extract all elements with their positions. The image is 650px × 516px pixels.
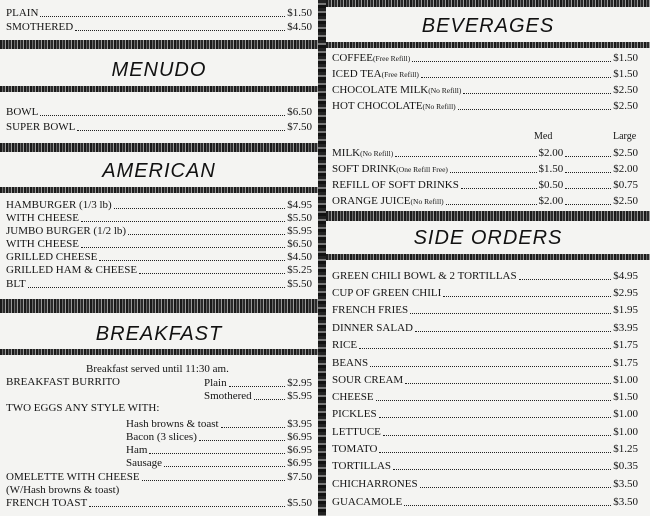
dot-leader bbox=[415, 331, 611, 332]
item-price: $5.50 bbox=[287, 212, 312, 224]
item-name: CHEESE bbox=[332, 391, 374, 403]
dot-leader bbox=[463, 93, 611, 94]
item-price: $4.95 bbox=[287, 199, 312, 211]
menu-item bbox=[332, 84, 638, 97]
section-band bbox=[326, 211, 650, 221]
item-name: Sausage bbox=[126, 457, 163, 469]
dot-leader bbox=[565, 172, 611, 173]
item-price: $4.50 bbox=[287, 21, 312, 33]
item-name: JUMBO BURGER (1/2 lb) bbox=[6, 225, 127, 237]
menu-item bbox=[332, 52, 638, 65]
menu-item bbox=[6, 238, 312, 251]
section-title-menudo: MENUDO bbox=[111, 59, 207, 81]
item-name: Hash browns & toast bbox=[126, 418, 219, 430]
section-band bbox=[0, 86, 318, 92]
menu-item bbox=[332, 68, 638, 81]
item-price: $2.95 bbox=[287, 377, 312, 389]
sized-menu-item bbox=[332, 179, 638, 192]
item-note: (Free Refill) bbox=[381, 70, 419, 79]
section-band bbox=[0, 143, 318, 152]
item-note: (No Refill) bbox=[410, 197, 444, 206]
item-note: (No Refill) bbox=[360, 149, 394, 158]
dot-leader bbox=[139, 273, 285, 274]
section-band bbox=[326, 0, 650, 7]
dot-leader bbox=[565, 156, 611, 157]
section-band bbox=[0, 349, 318, 355]
breakfast-burrito-label: BREAKFAST BURRITO bbox=[6, 376, 120, 388]
dot-leader bbox=[410, 313, 611, 314]
dot-leader bbox=[229, 386, 286, 387]
menu-item bbox=[204, 377, 312, 390]
menu-item-plain bbox=[6, 7, 312, 20]
menu-item-smothered bbox=[6, 21, 312, 34]
dot-leader bbox=[458, 109, 612, 110]
item-price: $1.00 bbox=[613, 374, 638, 386]
sized-menu-item bbox=[332, 195, 638, 208]
item-name: SOUR CREAM bbox=[332, 374, 404, 386]
item-name: TORTILLAS bbox=[332, 460, 392, 472]
item-name: DINNER SALAD bbox=[332, 322, 413, 334]
menu-item bbox=[126, 418, 312, 431]
dot-leader bbox=[77, 130, 285, 131]
section-title-side-orders: SIDE ORDERS bbox=[413, 227, 563, 249]
menu-item bbox=[332, 460, 638, 473]
item-note: (Free Refill) bbox=[372, 54, 411, 63]
item-price: $1.00 bbox=[613, 408, 638, 420]
menu-item bbox=[332, 357, 638, 370]
item-name: PICKLES bbox=[332, 408, 377, 420]
item-name: Smothered bbox=[204, 390, 252, 402]
dot-leader bbox=[376, 400, 612, 401]
dot-leader bbox=[565, 204, 611, 205]
item-price: $6.50 bbox=[287, 106, 312, 118]
item-price: $6.50 bbox=[287, 238, 312, 250]
dot-leader bbox=[395, 156, 536, 157]
item-name: WITH CHEESE bbox=[6, 212, 80, 224]
breakfast-hours-note: Breakfast served until 11:30 am. bbox=[86, 363, 229, 375]
dot-leader bbox=[443, 296, 611, 297]
dot-leader bbox=[405, 383, 611, 384]
item-price: $3.95 bbox=[613, 322, 638, 334]
two-eggs-label: TWO EGGS ANY STYLE WITH: bbox=[6, 402, 160, 414]
menu-item bbox=[6, 212, 312, 225]
section-title-american: AMERICAN bbox=[102, 160, 216, 182]
menu-item bbox=[332, 426, 638, 439]
section-band bbox=[0, 40, 318, 49]
menu-item bbox=[332, 100, 638, 113]
item-name: Ham bbox=[126, 444, 148, 456]
item-price-large: $2.00 bbox=[613, 163, 638, 175]
item-name: COFFEE bbox=[332, 52, 373, 64]
item-price: $6.95 bbox=[287, 444, 312, 456]
item-name: RICE bbox=[332, 339, 358, 351]
item-price: $2.50 bbox=[613, 100, 638, 112]
section-band bbox=[0, 187, 318, 193]
item-price: $1.75 bbox=[613, 357, 638, 369]
item-name: TOMATO bbox=[332, 443, 378, 455]
item-price: $7.50 bbox=[287, 121, 312, 133]
item-price: $1.50 bbox=[613, 52, 638, 64]
sized-menu-item bbox=[332, 147, 638, 160]
dot-leader bbox=[164, 466, 285, 467]
menu-item bbox=[332, 304, 638, 317]
item-note: (No Refill) bbox=[428, 86, 462, 95]
item-name: CHICHARRONES bbox=[332, 478, 418, 490]
item-name: ICED TEA bbox=[332, 68, 382, 80]
menu-item bbox=[332, 374, 638, 387]
item-price: $5.95 bbox=[287, 225, 312, 237]
menu-item bbox=[126, 457, 312, 470]
dot-leader bbox=[40, 115, 285, 116]
section-band bbox=[326, 42, 650, 48]
menu-item bbox=[6, 264, 312, 277]
right-menu-column bbox=[326, 0, 650, 516]
item-price: $0.35 bbox=[613, 460, 638, 472]
section-title-beverages: BEVERAGES bbox=[421, 15, 555, 37]
item-price-med: $2.00 bbox=[538, 195, 564, 207]
dot-leader bbox=[81, 221, 285, 222]
dot-leader bbox=[128, 234, 285, 235]
dot-leader bbox=[254, 399, 286, 400]
menu-item bbox=[332, 408, 638, 421]
dot-leader bbox=[75, 30, 285, 31]
item-price: $3.50 bbox=[613, 496, 638, 508]
dot-leader bbox=[383, 435, 611, 436]
dot-leader bbox=[393, 469, 611, 470]
item-price: $2.95 bbox=[613, 287, 638, 299]
dot-leader bbox=[359, 348, 611, 349]
dot-leader bbox=[99, 260, 285, 261]
menu-item bbox=[6, 278, 312, 291]
item-price-large: $2.50 bbox=[613, 195, 638, 207]
item-price-large: $0.75 bbox=[613, 179, 638, 191]
item-price-large: $2.50 bbox=[613, 147, 638, 159]
menu-item bbox=[126, 444, 312, 457]
section-band bbox=[326, 254, 650, 260]
menu-item bbox=[332, 322, 638, 335]
dot-leader bbox=[519, 279, 612, 280]
item-price-med: $1.50 bbox=[538, 163, 564, 175]
item-price-med: $2.00 bbox=[538, 147, 564, 159]
item-price: $5.50 bbox=[287, 497, 312, 509]
dot-leader bbox=[412, 61, 611, 62]
dot-leader bbox=[565, 188, 611, 189]
item-name: HOT CHOCOLATE bbox=[332, 100, 423, 112]
item-price: $1.00 bbox=[613, 426, 638, 438]
item-name: BOWL bbox=[6, 106, 39, 118]
menu-item bbox=[332, 391, 638, 404]
section-title-breakfast: BREAKFAST bbox=[95, 323, 223, 345]
menu-item-french-toast bbox=[6, 497, 312, 510]
item-price: $1.75 bbox=[613, 339, 638, 351]
item-name: HAMBURGER (1/3 lb) bbox=[6, 199, 112, 211]
item-name: FRENCH TOAST bbox=[6, 497, 88, 509]
item-name: BEANS bbox=[332, 357, 369, 369]
item-price: $5.95 bbox=[287, 390, 312, 402]
dot-leader bbox=[114, 208, 286, 209]
menu-item bbox=[6, 225, 312, 238]
menu-item bbox=[204, 390, 312, 403]
item-name: SOFT DRINK bbox=[332, 163, 397, 175]
item-name: CHOCOLATE MILK bbox=[332, 84, 429, 96]
item-name: Plain bbox=[204, 377, 227, 389]
dot-leader bbox=[404, 505, 611, 506]
item-name: LETTUCE bbox=[332, 426, 381, 438]
dot-leader bbox=[28, 287, 285, 288]
item-price: $3.95 bbox=[287, 418, 312, 430]
menu-item bbox=[126, 431, 312, 444]
item-note: (No Refill) bbox=[422, 102, 456, 111]
menu-item bbox=[332, 478, 638, 491]
item-price: $6.95 bbox=[287, 431, 312, 443]
dot-leader bbox=[221, 427, 286, 428]
menu-item bbox=[6, 251, 312, 264]
item-name: WITH CHEESE bbox=[6, 238, 80, 250]
item-price: $6.95 bbox=[287, 457, 312, 469]
size-header-med: Med bbox=[534, 131, 553, 142]
dot-leader bbox=[446, 204, 537, 205]
column-divider bbox=[318, 0, 326, 516]
item-name: PLAIN bbox=[6, 7, 39, 19]
dot-leader bbox=[379, 452, 611, 453]
item-name: SMOTHERED bbox=[6, 21, 74, 33]
size-header-large: Large bbox=[613, 131, 637, 142]
item-name: SUPER BOWL bbox=[6, 121, 76, 133]
dot-leader bbox=[421, 77, 611, 78]
item-name: CUP OF GREEN CHILI bbox=[332, 287, 442, 299]
item-name: ORANGE JUICE bbox=[332, 195, 411, 207]
item-name: GRILLED HAM & CHEESE bbox=[6, 264, 138, 276]
dot-leader bbox=[89, 506, 285, 507]
item-price: $7.50 bbox=[287, 471, 312, 483]
item-price-med: $0.50 bbox=[538, 179, 564, 191]
dot-leader bbox=[149, 453, 285, 454]
item-price: $4.95 bbox=[613, 270, 638, 282]
left-menu-column bbox=[0, 0, 318, 516]
section-band bbox=[0, 299, 318, 313]
item-name: Bacon (3 slices) bbox=[126, 431, 197, 443]
item-name: GRILLED CHEESE bbox=[6, 251, 98, 263]
item-price: $2.50 bbox=[613, 84, 638, 96]
menu-item-omelette bbox=[6, 471, 312, 484]
item-name: FRENCH FRIES bbox=[332, 304, 409, 316]
menu-item-super-bowl bbox=[6, 121, 312, 134]
menu-item bbox=[332, 339, 638, 352]
menu-item-bowl bbox=[6, 106, 312, 119]
dot-leader bbox=[379, 417, 612, 418]
menu-item bbox=[332, 270, 638, 283]
item-note: (One Refill Free) bbox=[396, 165, 448, 174]
item-price: $1.50 bbox=[287, 7, 312, 19]
item-price: $5.25 bbox=[287, 264, 312, 276]
dot-leader bbox=[450, 172, 537, 173]
dot-leader bbox=[420, 487, 612, 488]
dot-leader bbox=[81, 247, 285, 248]
item-name: GUACAMOLE bbox=[332, 496, 403, 508]
menu-item bbox=[332, 496, 638, 509]
sized-menu-item bbox=[332, 163, 638, 176]
item-price: $3.50 bbox=[613, 478, 638, 490]
item-name: OMELETTE WITH CHEESE bbox=[6, 471, 140, 483]
menu-item bbox=[332, 287, 638, 300]
item-price: $5.50 bbox=[287, 278, 312, 290]
dot-leader bbox=[40, 16, 285, 17]
item-name: BLT bbox=[6, 278, 26, 290]
item-price: $4.50 bbox=[287, 251, 312, 263]
item-price: $1.95 bbox=[613, 304, 638, 316]
item-name: GREEN CHILI BOWL & 2 TORTILLAS bbox=[332, 270, 517, 282]
omelette-sides-note: (W/Hash browns & toast) bbox=[6, 484, 120, 496]
item-price: $1.50 bbox=[613, 68, 638, 80]
menu-item bbox=[6, 199, 312, 212]
menu-item bbox=[332, 443, 638, 456]
item-name: REFILL OF SOFT DRINKS bbox=[332, 179, 459, 191]
dot-leader bbox=[370, 366, 611, 367]
item-price: $1.50 bbox=[613, 391, 638, 403]
item-price: $1.25 bbox=[613, 443, 638, 455]
dot-leader bbox=[461, 188, 537, 189]
dot-leader bbox=[199, 440, 285, 441]
item-name: MILK bbox=[332, 147, 361, 159]
dot-leader bbox=[142, 480, 286, 481]
